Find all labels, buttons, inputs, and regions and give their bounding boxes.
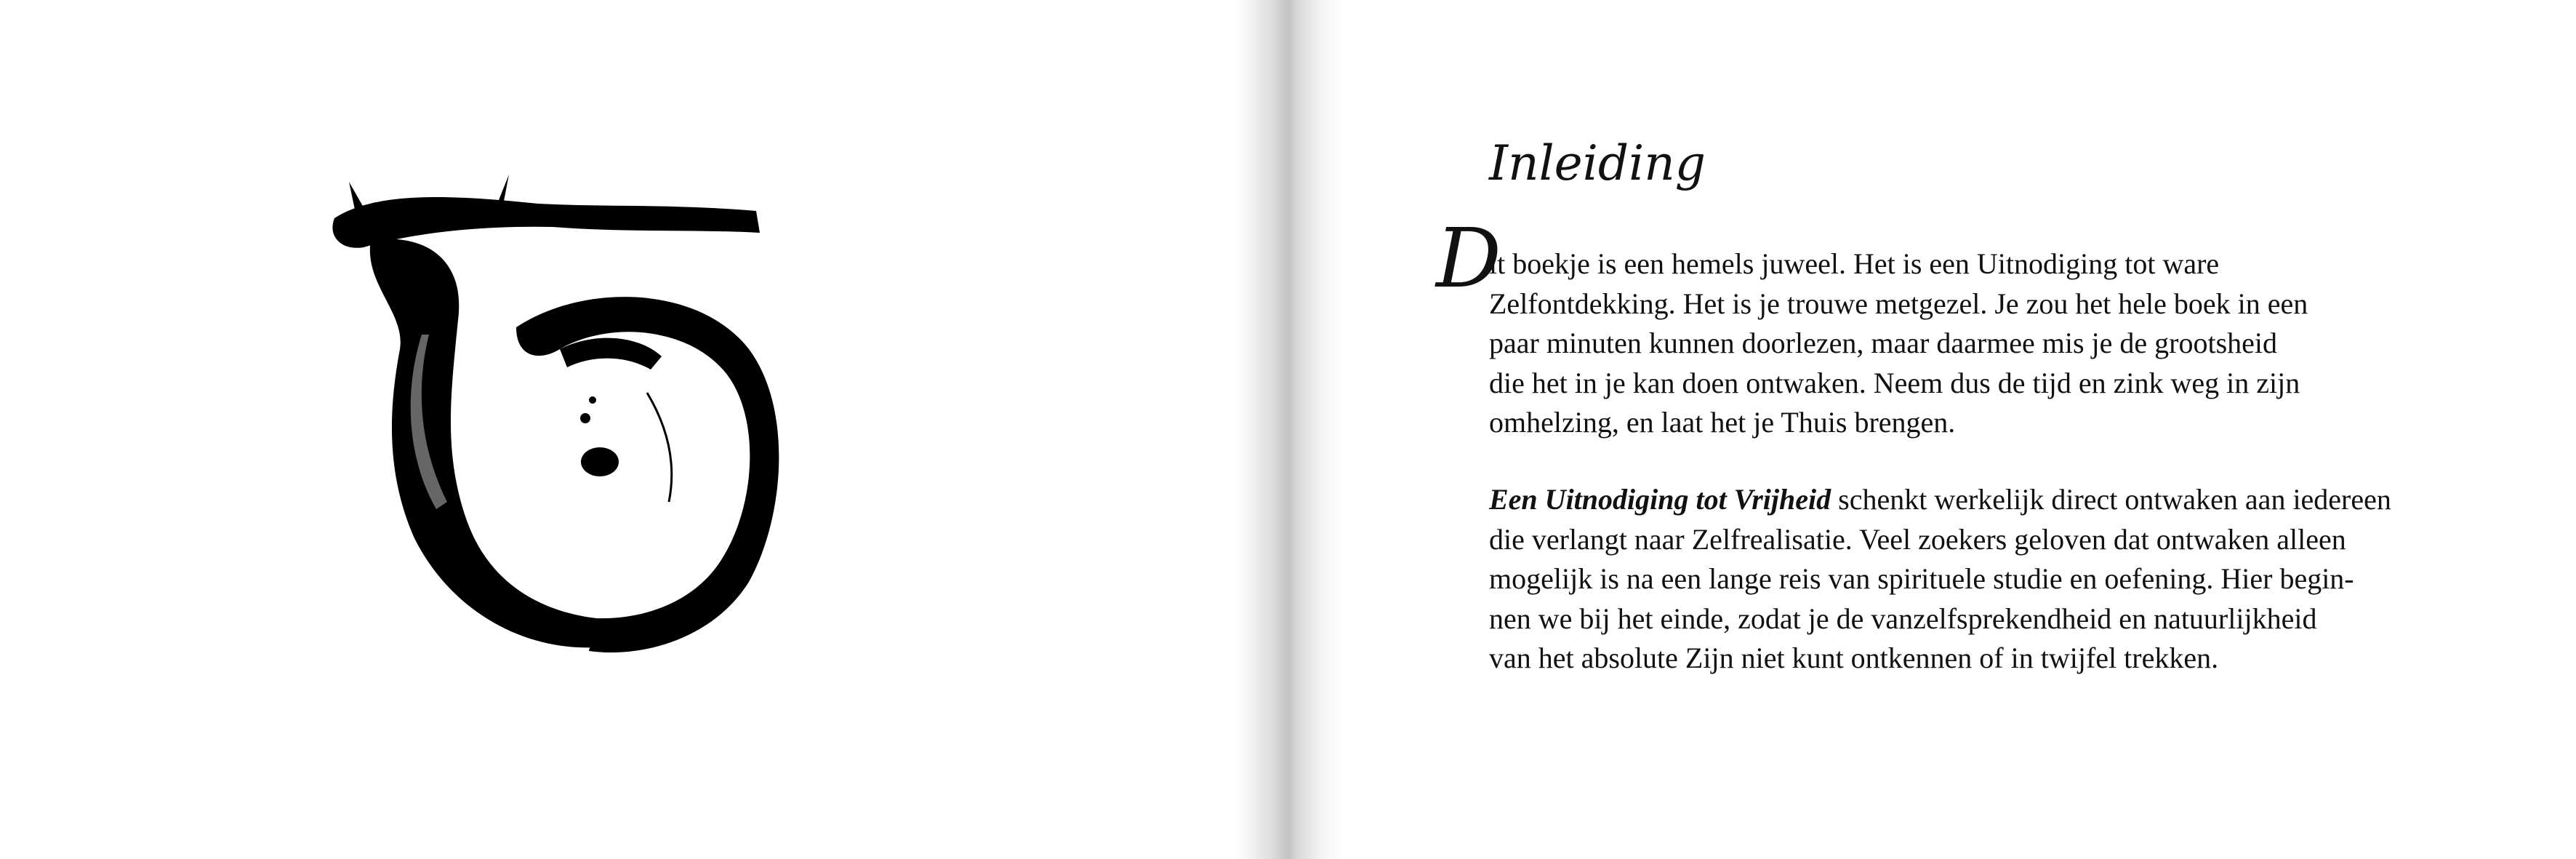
ink-dot (580, 413, 590, 423)
paragraph-1-line: die het in je kan doen ontwaken. Neem dus de tijd en zink weg in zijn (1489, 366, 2300, 399)
paragraph-1 (1489, 244, 2478, 443)
ink-inner-hook (560, 338, 662, 369)
paragraph-1-line: paar minuten kunnen doorlezen, maar daarmee mis je de grootsheid (1489, 327, 2278, 359)
paragraph-1-line: Zelfontdekking. Het is je trouwe metgezel. Je zou het hele boek in een (1489, 287, 2308, 320)
ink-brush-calligraphy-icon (320, 175, 800, 684)
paragraph-2 (1489, 480, 2478, 679)
ink-left-column (370, 239, 596, 647)
book-gutter (1236, 0, 1345, 859)
paragraph-2-line: mogelijk is na een lange reis van spirituele studie en oefening. Hier begin- (1489, 562, 2354, 595)
book-title-lead: Een Uitnodiging tot Vrijheid (1489, 483, 1831, 516)
paragraph-2-line: nen we bij het einde, zodat je de vanzelfsprekendheid en natuurlijkheid (1489, 602, 2317, 635)
ink-dot (589, 396, 596, 404)
paragraph-2-first-line-rest: schenkt werkelijk direct ontwaken aan iedereen (1831, 483, 2391, 516)
ink-top-splinter (349, 182, 364, 209)
paragraph-2-line: die verlangt naar Zelfrealisatie. Veel zoekers geloven dat ontwaken alleen (1489, 522, 2346, 556)
ink-thin-line (647, 393, 672, 502)
paragraph-2-first-line (1489, 480, 2478, 520)
paragraph-2-line: van het absolute Zijn niet kunt ontkennen of in twijfel trekken. (1489, 642, 2219, 674)
paragraph-1-line: it boekje is een hemels juweel. Het is een Uitnodiging tot ware (1489, 247, 2220, 280)
chapter-heading: Inleiding (1489, 135, 1706, 191)
ink-dot (581, 447, 619, 476)
drop-cap: D (1436, 212, 1501, 306)
left-page (0, 0, 1236, 859)
paragraph-1-line: omhelzing, en laat het je Thuis brengen. (1489, 406, 1956, 439)
